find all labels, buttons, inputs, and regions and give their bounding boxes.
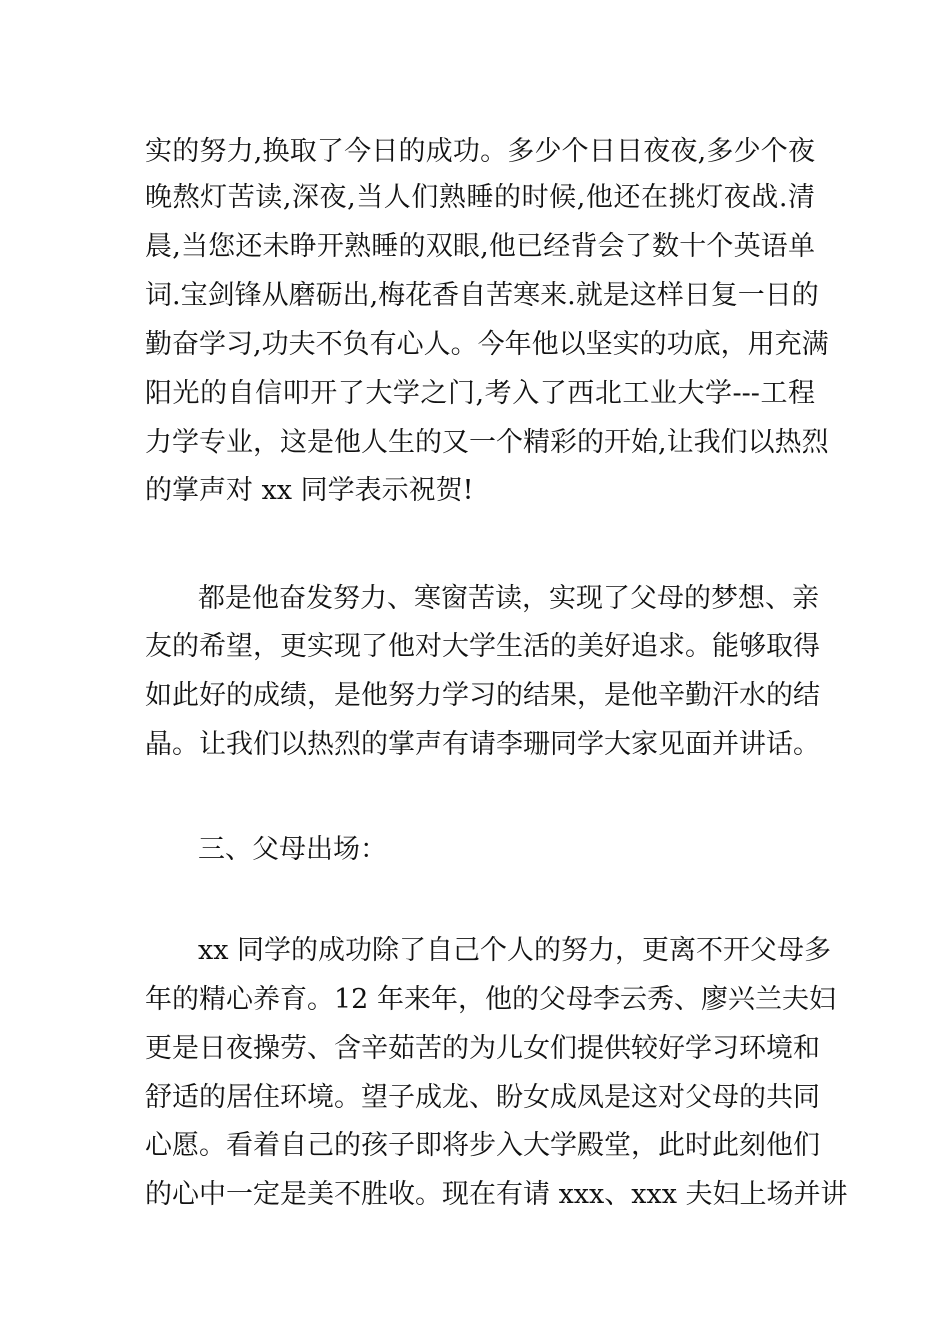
paragraph-3-line-4: 舒适的居住环境。望子成龙、盼女成凤是这对父母的共同 <box>145 1082 820 1113</box>
paragraph-1-line-3: 晨,当您还未睁开熟睡的双眼,他已经背会了数十个英语单 <box>145 231 815 262</box>
paragraph-1-line-5: 勤奋学习,功夫不负有心人。今年他以坚实的功底，用充满 <box>145 329 829 360</box>
paragraph-1-line-1: 实的努力,换取了今日的成功。多少个日日夜夜,多少个夜 <box>145 136 815 167</box>
paragraph-3-line-6: 的心中一定是美不胜收。现在有请 xxx、xxx 夫妇上场并讲 <box>145 1179 848 1210</box>
paragraph-2-line-4: 晶。让我们以热烈的掌声有请李珊同学大家见面并讲话。 <box>145 729 820 760</box>
section-heading: 三、父母出场： <box>198 834 387 865</box>
paragraph-1-line-7: 力学专业，这是他人生的又一个精彩的开始,让我们以热烈 <box>145 427 829 458</box>
paragraph-1-line-8: 的掌声对 xx 同学表示祝贺! <box>145 475 474 506</box>
paragraph-3-line-5: 心愿。看着自己的孩子即将步入大学殿堂，此时此刻他们 <box>145 1130 820 1161</box>
paragraph-1-line-2: 晚熬灯苦读,深夜,当人们熟睡的时候,他还在挑灯夜战.清 <box>145 182 815 213</box>
paragraph-2-line-3: 如此好的成绩，是他努力学习的结果，是他辛勤汗水的结 <box>145 680 820 711</box>
paragraph-3-line-3: 更是日夜操劳、含辛茹苦的为儿女们提供较好学习环境和 <box>145 1033 820 1064</box>
paragraph-1-line-4: 词.宝剑锋从磨砺出,梅花香自苦寒来.就是这样日复一日的 <box>145 280 819 311</box>
paragraph-3-line-2: 年的精心养育。12 年来年，他的父母李云秀、廖兴兰夫妇 <box>145 984 836 1015</box>
paragraph-2-line-1: 都是他奋发努力、寒窗苦读，实现了父母的梦想、亲 <box>198 583 819 614</box>
paragraph-3-line-1: xx 同学的成功除了自己个人的努力，更离不开父母多 <box>198 935 832 966</box>
paragraph-2-line-2: 友的希望，更实现了他对大学生活的美好追求。能够取得 <box>145 631 820 662</box>
paragraph-1-line-6: 阳光的自信叩开了大学之门,考入了西北工业大学---工程 <box>145 378 815 409</box>
